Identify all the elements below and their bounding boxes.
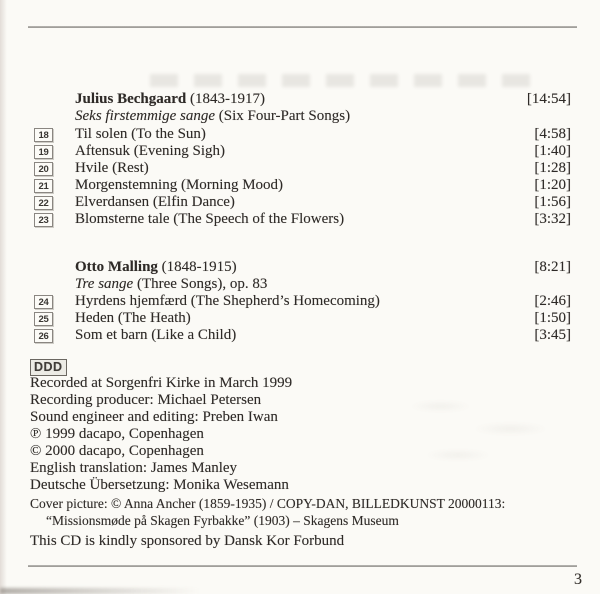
track-title: Til solen (To the Sun)	[75, 126, 206, 142]
bottom-rule	[28, 565, 577, 567]
spars-code-badge: DDD	[30, 359, 67, 376]
sponsor-line: This CD is kindly sponsored by Dansk Kor Forbund	[30, 533, 345, 549]
composer-heading	[75, 91, 571, 108]
section-total-time: [8:21]	[534, 259, 571, 275]
cover-picture-title: “Missionsmøde på Skagen Fyrbakke” (1903) – Skagens Museum	[46, 513, 399, 528]
credit-line: Recorded at Sorgenfri Kirke in March 1999	[30, 375, 293, 391]
track-number-box: 22	[34, 196, 53, 210]
top-rule	[28, 26, 577, 28]
page-edge-shading	[0, 0, 7, 594]
track-title: Morgenstemning (Morning Mood)	[75, 177, 284, 193]
track-number-box: 25	[34, 312, 53, 326]
track-title: Hvile (Rest)	[75, 160, 149, 176]
track-number-box: 24	[34, 295, 53, 309]
track-number-box: 23	[34, 213, 53, 227]
work-title-line	[75, 276, 571, 293]
composer-name: Otto Malling	[75, 259, 158, 275]
credit-line: ℗ 1999 dacapo, Copenhagen	[30, 426, 204, 442]
page-number: 3	[574, 571, 582, 588]
composer-name-line	[75, 259, 534, 276]
track-row	[34, 194, 571, 211]
track-title: Hyrdens hjemfærd (The Shepherd’s Homecoming)	[75, 293, 380, 309]
work-title-english: (Six Four-Part Songs)	[214, 108, 351, 124]
track-row	[34, 327, 571, 344]
credit-line: © 2000 dacapo, Copenhagen	[30, 443, 204, 459]
track-number-box: 21	[34, 179, 53, 193]
track-title: Aftensuk (Evening Sigh)	[75, 143, 225, 159]
credit-line: Sound engineer and editing: Preben Iwan	[30, 409, 278, 425]
work-title-danish: Seks firstemmige sange	[75, 108, 215, 124]
track-time: [1:28]	[534, 160, 571, 176]
track-row	[34, 211, 571, 228]
track-title: Heden (The Heath)	[75, 310, 191, 326]
cover-picture-credit: Cover picture: © Anna Ancher (1859-1935) / COPY-DAN, BILLEDKUNST 20000113:	[30, 496, 506, 511]
track-time: [3:45]	[534, 327, 571, 343]
track-title: Som et barn (Like a Child)	[75, 327, 237, 343]
track-number-box: 18	[34, 128, 53, 142]
track-time: [1:20]	[534, 177, 571, 193]
track-time: [1:50]	[534, 310, 571, 326]
bleed-through-text	[150, 74, 530, 87]
track-row	[34, 310, 571, 327]
track-time: [2:46]	[534, 293, 571, 309]
track-time: [3:32]	[534, 211, 571, 227]
work-title-danish: Tre sange	[75, 276, 134, 292]
composer-dates: (1848-1915)	[157, 259, 237, 275]
composer-name: Julius Bechgaard	[75, 91, 187, 107]
track-number-box: 20	[34, 162, 53, 176]
work-title-group	[75, 108, 571, 125]
track-title: Blomsterne tale (The Speech of the Flowers)	[75, 211, 345, 227]
credit-line: English translation: James Manley	[30, 460, 238, 476]
track-number-box: 26	[34, 329, 53, 343]
track-row	[34, 293, 571, 310]
bleed-through-text	[92, 59, 537, 72]
composer-name-line	[75, 91, 527, 108]
track-row	[34, 143, 571, 160]
work-title-english: (Three Songs), op. 83	[133, 276, 268, 292]
track-title: Elverdansen (Elfin Dance)	[75, 194, 235, 210]
work-title-group	[75, 276, 571, 293]
credit-line: Deutsche Übersetzung: Monika Wesemann	[30, 477, 289, 493]
track-time: [1:56]	[534, 194, 571, 210]
work-title-line	[75, 108, 571, 125]
track-number-box: 19	[34, 145, 53, 159]
track-row	[34, 177, 571, 194]
credit-line: Recording producer: Michael Petersen	[30, 392, 262, 408]
composer-dates: (1843-1917)	[186, 91, 266, 107]
section-total-time: [14:54]	[526, 91, 571, 107]
composer-heading	[75, 259, 571, 276]
track-time: [1:40]	[534, 143, 571, 159]
track-time: [4:58]	[534, 126, 571, 142]
page-corner-shadow	[0, 588, 200, 594]
track-row	[34, 126, 571, 143]
track-row	[34, 160, 571, 177]
